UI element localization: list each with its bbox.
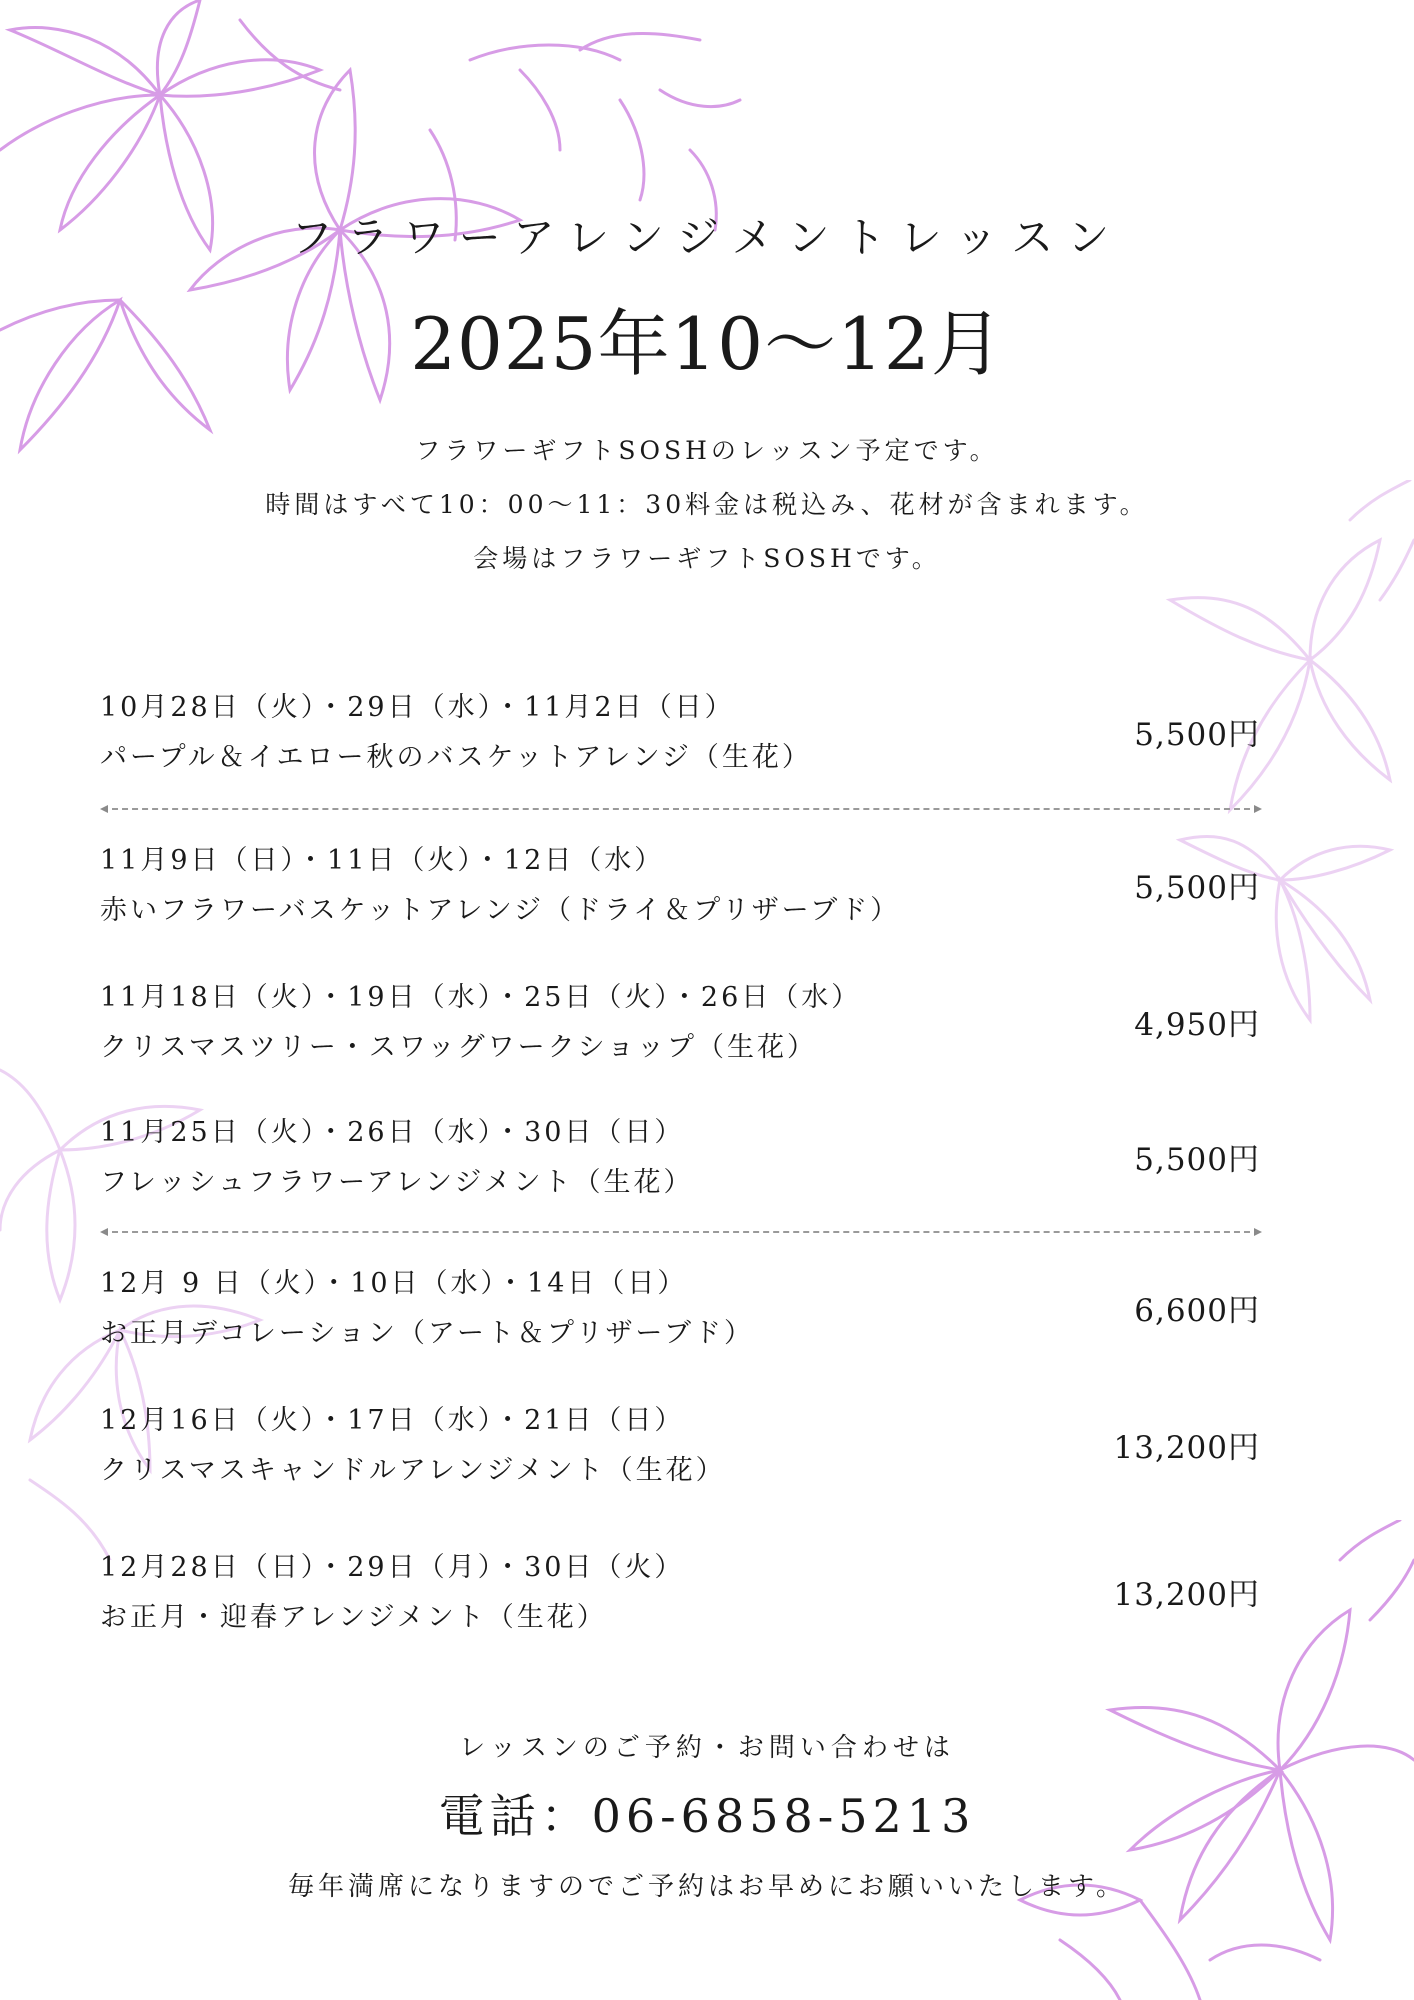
section-divider (102, 1231, 1260, 1233)
lesson-name: お正月・迎春アレンジメント（生花） (100, 1602, 607, 1633)
lesson-dates: 12月28日（日）・29日（月）・30日（火） (100, 1552, 685, 1583)
lesson-name: クリスマスキャンドルアレンジメント（生花） (100, 1455, 726, 1486)
intro-line-2: 時間はすべて10：00〜11：30料金は税込み、花材が含まれます。 (265, 490, 1149, 519)
lesson-price: 6,600円 (1134, 1293, 1260, 1329)
lesson-item (100, 1261, 1260, 1371)
lesson-dates: 12月16日（火）・17日（水）・21日（日） (100, 1405, 685, 1436)
intro-line-1: フラワーギフトSOSHのレッスン予定です。 (415, 436, 999, 465)
lesson-price: 5,500円 (1134, 1142, 1260, 1178)
contact-note: 毎年満席になりますのでご予約はお早めにお願いいたします。 (288, 1872, 1126, 1902)
lesson-item (100, 1398, 1260, 1508)
lesson-name: お正月デコレーション（アート＆プリザーブド） (100, 1318, 755, 1349)
lesson-price: 5,500円 (1134, 870, 1260, 906)
lesson-dates: 11月18日（火）・19日（水）・25日（火）・26日（水） (100, 982, 862, 1013)
lesson-dates: 10月28日（火）・29日（水）・11月2日（日） (100, 692, 735, 723)
lesson-price: 4,950円 (1134, 1007, 1260, 1043)
lesson-dates: 11月9日（日）・11日（火）・12日（水） (100, 845, 665, 876)
lesson-item (100, 975, 1260, 1085)
lesson-dates: 11月25日（火）・26日（水）・30日（日） (100, 1117, 685, 1148)
lesson-price: 13,200円 (1113, 1430, 1260, 1466)
lesson-price: 13,200円 (1113, 1577, 1260, 1613)
lesson-name: クリスマスツリー・スワッグワークショップ（生花） (100, 1032, 818, 1063)
lesson-name: フレッシュフラワーアレンジメント（生花） (100, 1167, 694, 1198)
lesson-name: 赤いフラワーバスケットアレンジ（ドライ＆プリザーブド） (100, 895, 901, 926)
intro-line-3: 会場はフラワーギフトSOSHです。 (473, 544, 941, 573)
lesson-name: パープル＆イエロー秋のバスケットアレンジ（生花） (100, 742, 812, 773)
contact-phone: 電話：06-6858-5213 (438, 1789, 976, 1843)
lesson-dates: 12月 9 日（火）・10日（水）・14日（日） (100, 1268, 688, 1299)
contact-lead: レッスンのご予約・お問い合わせは (459, 1733, 955, 1763)
lesson-price: 5,500円 (1134, 717, 1260, 753)
lesson-item (100, 685, 1260, 795)
page-subtitle: フラワーアレンジメントレッスン (290, 213, 1124, 262)
lesson-item (100, 1110, 1260, 1220)
lesson-item (100, 1545, 1260, 1655)
section-divider (102, 808, 1260, 810)
page-title: 2025年10〜12月 (410, 302, 1004, 386)
lesson-item (100, 838, 1260, 948)
